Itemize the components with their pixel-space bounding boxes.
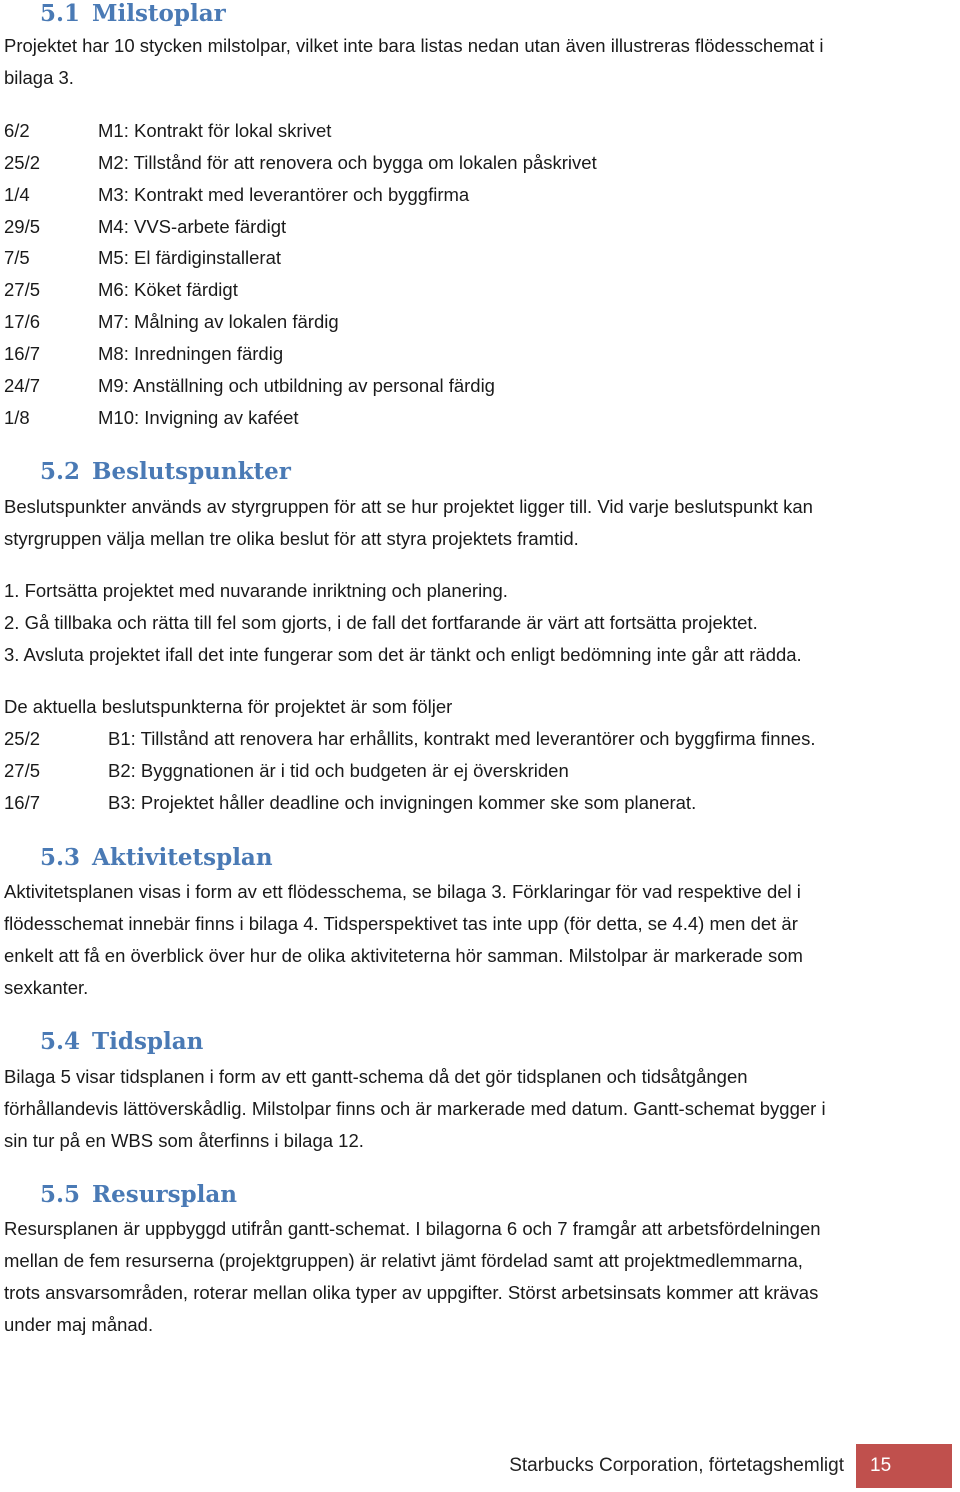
- paragraph-line: trots ansvarsområden, roterar mellan olika typer av uppgifter. Störst arbetsinsats kommer att krävas: [4, 1282, 819, 1303]
- decision-points-heading: De aktuella beslutspunkterna för projektet är som följer: [4, 696, 453, 717]
- page-number: 15: [856, 1444, 952, 1488]
- section-title: Milstoplar: [92, 0, 226, 27]
- paragraph-line: Projektet har 10 stycken milstolpar, vilket inte bara listas nedan utan även illustreras flödesschemat i: [4, 35, 824, 56]
- milestone-date: 17/6: [4, 311, 41, 332]
- decision-point-date: 25/2: [4, 728, 41, 749]
- decision-point-text: B2: Byggnationen är i tid och budgeten är ej överskriden: [108, 760, 569, 781]
- paragraph-line: Bilaga 5 visar tidsplanen i form av ett gantt-schema då det gör tidsplanen och tidsåtgången: [4, 1066, 748, 1087]
- section-heading-milestones: [40, 0, 226, 28]
- section-heading-resource-plan: [40, 1181, 237, 1209]
- decision-point-date: 16/7: [4, 792, 41, 813]
- milestone-text: M10: Invigning av kaféet: [98, 407, 299, 428]
- section-heading-decision-points: [40, 458, 291, 486]
- page-footer: [509, 1444, 952, 1488]
- milestone-text: M3: Kontrakt med leverantörer och byggfirma: [98, 184, 470, 205]
- milestone-date: 25/2: [4, 152, 41, 173]
- paragraph-line: mellan de fem resurserna (projektgruppen) är relativt jämt fördelad samt att projektmedlemmarna,: [4, 1250, 803, 1271]
- milestone-text: M9: Anställning och utbildning av personal färdig: [98, 375, 495, 396]
- paragraph-line: enkelt att få en överblick över hur de olika aktiviteterna hör samman. Milstolpar är markerade som: [4, 945, 803, 966]
- milestone-text: M4: VVS-arbete färdigt: [98, 216, 287, 237]
- paragraph-line: förhållandevis lättöverskådlig. Milstolpar finns och är markerade med datum. Gantt-schemat bygger i: [4, 1098, 826, 1119]
- paragraph-line: sexkanter.: [4, 977, 89, 998]
- milestone-date: 29/5: [4, 216, 41, 237]
- milestone-text: M5: El färdiginstallerat: [98, 247, 282, 268]
- section-title: Aktivitetsplan: [92, 844, 273, 871]
- milestone-text: M2: Tillstånd för att renovera och bygga om lokalen påskrivet: [98, 152, 597, 173]
- milestone-date: 7/5: [4, 247, 30, 268]
- paragraph-line: sin tur på en WBS som återfinns i bilaga 12.: [4, 1130, 364, 1151]
- milestone-date: 27/5: [4, 279, 41, 300]
- section-number: 5.1: [40, 0, 81, 27]
- milestone-text: M1: Kontrakt för lokal skrivet: [98, 120, 332, 141]
- milestone-text: M7: Målning av lokalen färdig: [98, 311, 339, 332]
- section-number: 5.4: [40, 1028, 81, 1055]
- footer-text: Starbucks Corporation, förtetagshemligt: [509, 1455, 844, 1476]
- paragraph-line: bilaga 3.: [4, 67, 74, 88]
- milestone-text: M8: Inredningen färdig: [98, 343, 284, 364]
- section-title: Resursplan: [92, 1181, 237, 1208]
- milestone-date: 24/7: [4, 375, 41, 396]
- milestone-text: M6: Köket färdigt: [98, 279, 238, 300]
- decision-option: 3. Avsluta projektet ifall det inte fungerar som det är tänkt och enligt bedömning inte går att rädda.: [4, 644, 802, 665]
- decision-point-date: 27/5: [4, 760, 41, 781]
- milestone-date: 1/4: [4, 184, 30, 205]
- section-title: Beslutspunkter: [92, 458, 291, 485]
- milestone-date: 1/8: [4, 407, 30, 428]
- paragraph-line: styrgruppen välja mellan tre olika beslut för att styra projektets framtid.: [4, 528, 579, 549]
- section-number: 5.3: [40, 844, 81, 871]
- decision-option: 1. Fortsätta projektet med nuvarande inriktning och planering.: [4, 580, 508, 601]
- section-number: 5.2: [40, 458, 81, 485]
- section-heading-activity-plan: [40, 844, 273, 872]
- paragraph-line: under maj månad.: [4, 1314, 154, 1335]
- milestone-date: 6/2: [4, 120, 30, 141]
- paragraph-line: Aktivitetsplanen visas i form av ett flödesschema, se bilaga 3. Förklaringar för vad respektive del i: [4, 881, 801, 902]
- paragraph-line: Beslutspunkter används av styrgruppen för att se hur projektet ligger till. Vid varje beslutspunkt kan: [4, 496, 813, 517]
- decision-point-text: B3: Projektet håller deadline och invigningen kommer ske som planerat.: [108, 792, 697, 813]
- decision-option: 2. Gå tillbaka och rätta till fel som gjorts, i de fall det fortfarande är värt att fortsätta projektet.: [4, 612, 758, 633]
- section-heading-time-plan: [40, 1028, 203, 1056]
- milestone-date: 16/7: [4, 343, 41, 364]
- section-number: 5.5: [40, 1181, 81, 1208]
- section-title: Tidsplan: [92, 1028, 204, 1055]
- paragraph-line: Resursplanen är uppbyggd utifrån gantt-schemat. I bilagorna 6 och 7 framgår att arbetsfördelningen: [4, 1218, 821, 1239]
- paragraph-line: flödesschemat innebär finns i bilaga 4. Tidsperspektivet tas inte upp (för detta, se 4.4) men det är: [4, 913, 798, 934]
- decision-point-text: B1: Tillstånd att renovera har erhållits, kontrakt med leverantörer och byggfirma finnes.: [108, 728, 816, 749]
